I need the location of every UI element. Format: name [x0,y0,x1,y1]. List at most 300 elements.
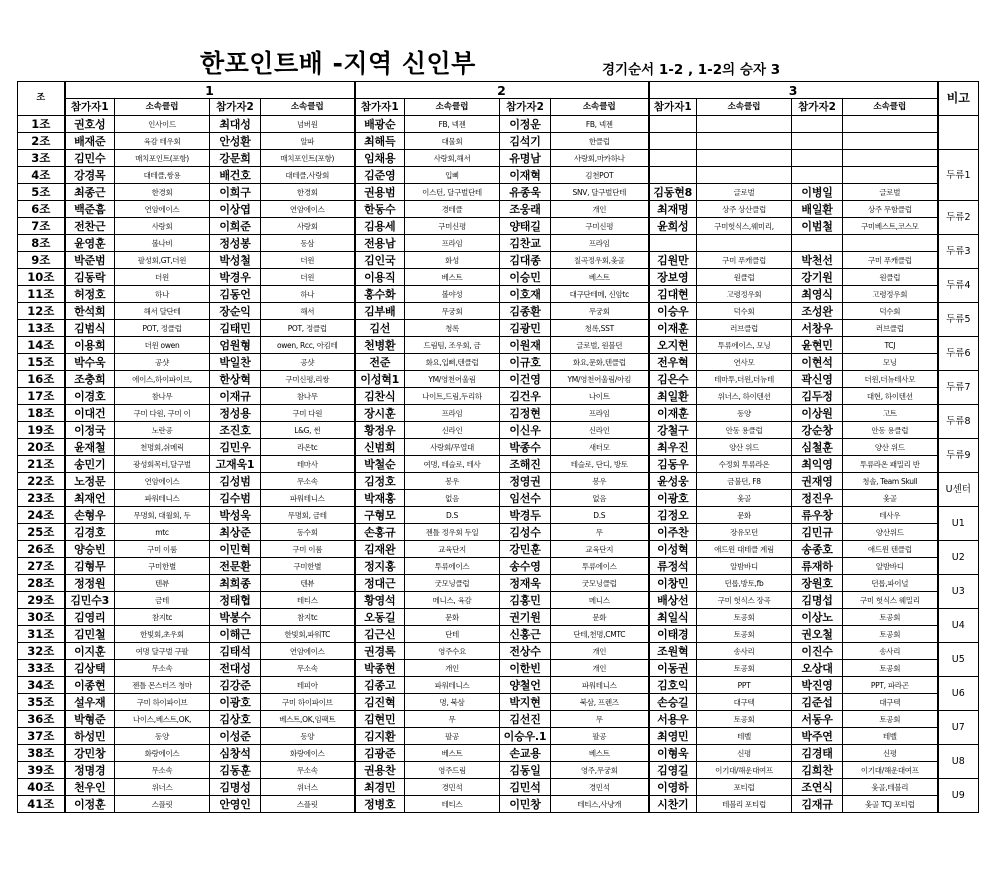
g2-player2-cell: 김건우 [500,388,551,405]
g2-club1-cell: 개인 [405,660,500,677]
g1-player2-cell: 이광호 [210,694,261,711]
g3-player2-cell: 강기원 [792,269,843,286]
g3-player2-cell: 서창우 [792,320,843,337]
g1-club1-cell: 매치포인트(포항) [115,150,210,167]
g1-player2-cell: 강문희 [210,150,261,167]
jo-cell: 9조 [18,252,65,269]
jo-cell: 34조 [18,677,65,694]
jo-cell: 36조 [18,711,65,728]
g3-club2-cell: 알밤바디 [843,558,938,575]
bracket-table [17,81,979,813]
g1-player1-cell: 백준흠 [65,201,115,218]
jo-cell: 2조 [18,133,65,150]
jo-cell: 26조 [18,541,65,558]
g3-player2-cell: 김경태 [792,745,843,762]
g1-player2-cell: 배건호 [210,167,261,184]
player1-header-g1: 참가자1 [65,99,115,116]
g3-player1-cell: 최우진 [649,439,697,456]
g2-club1-cell: 단테 [405,626,500,643]
g3-player2-cell: 김두정 [792,388,843,405]
g3-club1-cell: 금불던, F8 [697,473,792,490]
g3-player2-cell: 이상노 [792,609,843,626]
g1-player2-cell: 김동훈 [210,762,261,779]
g2-club2-cell: 개인 [551,201,649,218]
g3-player1-cell: 최영민 [649,728,697,745]
g3-player2-cell: 박진영 [792,677,843,694]
g2-club1-cell: 경테클 [405,201,500,218]
g1-club1-cell: 연암에이스 [115,473,210,490]
g1-player1-cell: 이경호 [65,388,115,405]
g3-club2-cell [843,167,938,184]
g1-player2-cell: 엄원형 [210,337,261,354]
g2-player1-cell: 김현민 [355,711,405,728]
table-row [18,303,979,320]
g2-club2-cell: 무 [551,711,649,728]
g1-club1-cell: 한경회 [115,184,210,201]
g2-club2-cell: D.S [551,507,649,524]
g1-club1-cell: 구미 하이파이브 [115,694,210,711]
g2-player2-cell: 유명남 [500,150,551,167]
g1-player1-cell: 허정호 [65,286,115,303]
g3-club2-cell: 던롭,파이널 [843,575,938,592]
player1-header-g3: 참가자1 [649,99,697,116]
table-row [18,371,979,388]
g3-club1-cell: 던롭,방토,fb [697,575,792,592]
g2-player2-cell: 이승우.1 [500,728,551,745]
g2-club2-cell: 글로벌, 원블던 [551,337,649,354]
g2-club1-cell: 신라인 [405,422,500,439]
g2-club2-cell: 사랑회,마카하나 [551,150,649,167]
g3-club1-cell: 원클럽 [697,269,792,286]
g2-player2-cell: 김성수 [500,524,551,541]
g3-club1-cell: 위너스, 하이텐션 [697,388,792,405]
g3-player1-cell: 최재명 [649,201,697,218]
g3-club2-cell: 토공회 [843,609,938,626]
g3-player1-cell [649,235,697,252]
g2-club1-cell: 화요,입삐,텐클럽 [405,354,500,371]
g3-club1-cell: 양산 위드 [697,439,792,456]
g3-player1-cell: 이태경 [649,626,697,643]
group-header-1: 1 [65,82,355,99]
g2-player2-cell: 김홍민 [500,592,551,609]
g1-player2-cell: 이상엽 [210,201,261,218]
g2-player2-cell: 양철언 [500,677,551,694]
g1-club2-cell: 참지tc [261,609,355,626]
g2-club2-cell: 테슬로, 단디, 방토 [551,456,649,473]
g2-player2-cell: 이원재 [500,337,551,354]
g2-player1-cell: 권용찬 [355,762,405,779]
g1-club1-cell: 팔성회,GT,더윈 [115,252,210,269]
g2-player2-cell: 정영권 [500,473,551,490]
g1-club2-cell: 한경회 [261,184,355,201]
table-row [18,201,979,218]
g2-club1-cell: D.S [405,507,500,524]
g2-club1-cell: 굿모닝클럽 [405,575,500,592]
g3-club1-cell: 테블리 포티럽 [697,796,792,813]
g3-player2-cell [792,116,843,133]
g3-club2-cell: 상주 무함클럽 [843,201,938,218]
g3-player2-cell: 강순창 [792,422,843,439]
g1-player1-cell: 이종현 [65,677,115,694]
g2-club2-cell: YM/영천어울림/아킴 [551,371,649,388]
g3-club1-cell: 장유모던 [697,524,792,541]
g1-club1-cell: 나이스,베스트,OK, [115,711,210,728]
g3-club2-cell [843,235,938,252]
g1-player2-cell: 최상준 [210,524,261,541]
g1-club1-cell: 노란공 [115,422,210,439]
g3-player2-cell: 오상대 [792,660,843,677]
g3-club2-cell: 글로벌 [843,184,938,201]
player2-header-g3: 참가자2 [792,99,843,116]
jo-cell: 7조 [18,218,65,235]
g3-club1-cell: 덕수회 [697,303,792,320]
g3-player1-cell [649,150,697,167]
g2-player1-cell: 신범희 [355,439,405,456]
g3-player1-cell: 김영길 [649,762,697,779]
g3-club1-cell: 옻골 [697,490,792,507]
jo-cell: 22조 [18,473,65,490]
table-row [18,711,979,728]
g1-player1-cell: 이지훈 [65,643,115,660]
g1-club1-cell: 여명 달구벌 구팔 [115,643,210,660]
g1-club2-cell: 한빛회,파워TC [261,626,355,643]
g1-club2-cell: 매치포인트(포항) [261,150,355,167]
g3-club2-cell: 신평 [843,745,938,762]
g1-club1-cell: 파워테니스 [115,490,210,507]
table-row [18,558,979,575]
g2-club1-cell: 없음 [405,490,500,507]
g1-player1-cell: 김동락 [65,269,115,286]
g1-club1-cell: 천명회,쉬메릭 [115,439,210,456]
g1-club1-cell: 광성회목터,달구벌 [115,456,210,473]
g2-club1-cell: 봉우 [405,473,500,490]
g2-player2-cell: 조해진 [500,456,551,473]
g2-player2-cell: 이규호 [500,354,551,371]
g1-player1-cell: 배재준 [65,133,115,150]
g2-club2-cell: 없음 [551,490,649,507]
g3-club2-cell: 옻골 TCJ 포티럽 [843,796,938,813]
g2-player2-cell: 김동일 [500,762,551,779]
g3-club1-cell: 대구텍 [697,694,792,711]
bigo-cell: 두류9 [938,439,979,473]
bigo-cell: 두류6 [938,337,979,371]
g2-club1-cell: 화성 [405,252,500,269]
g3-club1-cell: 토공회 [697,711,792,728]
g2-player1-cell: 이용직 [355,269,405,286]
g1-player2-cell: 정성용 [210,405,261,422]
g3-player1-cell: 김정오 [649,507,697,524]
g3-club1-cell: 테마투,더윈,더뉴테 [697,371,792,388]
g1-player2-cell: 심창석 [210,745,261,762]
g3-club1-cell: 구미 헛식스 장곡 [697,592,792,609]
bigo-cell: 두류3 [938,235,979,269]
g2-player2-cell: 김찬교 [500,235,551,252]
g2-club2-cell: 구미신평 [551,218,649,235]
g3-player1-cell: 이재훈 [649,405,697,422]
g3-club2-cell: 애드윈 텐클럽 [843,541,938,558]
g3-club2-cell: PPT, 파라곤 [843,677,938,694]
g1-player2-cell: 안영인 [210,796,261,813]
g1-player1-cell: 윤영훈 [65,235,115,252]
g2-player1-cell: 김준영 [355,167,405,184]
g2-club1-cell: 프라임 [405,405,500,422]
g1-player1-cell: 김상택 [65,660,115,677]
g1-player1-cell: 김영리 [65,609,115,626]
g2-club1-cell: 투류에이스 [405,558,500,575]
jo-cell: 13조 [18,320,65,337]
bigo-cell: 두류7 [938,371,979,405]
bigo-cell: 두류5 [938,303,979,337]
jo-cell: 16조 [18,371,65,388]
g2-club1-cell: 문화 [405,609,500,626]
g1-club1-cell: 무소속 [115,660,210,677]
bigo-cell: U2 [938,541,979,575]
column-header-row [18,99,979,116]
g3-player2-cell: 박주연 [792,728,843,745]
g2-player2-cell: 정재욱 [500,575,551,592]
jo-cell: 39조 [18,762,65,779]
g3-club1-cell: 글로벌 [697,184,792,201]
g2-club2-cell: 화요,문화,텐클럽 [551,354,649,371]
g1-player2-cell: 박성철 [210,252,261,269]
g3-club1-cell: 애드윈 대테클 계림 [697,541,792,558]
g2-player2-cell: 손교용 [500,745,551,762]
g1-player1-cell: 조충희 [65,371,115,388]
g2-club2-cell: SNV, 달구벌단테 [551,184,649,201]
g2-club2-cell: 투류에이스 [551,558,649,575]
g1-player2-cell: 정성봉 [210,235,261,252]
g2-player1-cell: 김인국 [355,252,405,269]
g3-club2-cell: 구미 푸캐클럽 [843,252,938,269]
jo-cell: 38조 [18,745,65,762]
g3-club2-cell [843,150,938,167]
g2-club1-cell: 경민석 [405,779,500,796]
jo-cell: 33조 [18,660,65,677]
g1-player2-cell: 최대성 [210,116,261,133]
g3-player1-cell: 최일식 [649,609,697,626]
g2-player2-cell: 김민석 [500,779,551,796]
g3-player2-cell: 김준섭 [792,694,843,711]
g1-club1-cell: 공샷 [115,354,210,371]
g1-player1-cell: 김민철 [65,626,115,643]
g2-player1-cell: 한동수 [355,201,405,218]
g1-club2-cell: 동양 [261,728,355,745]
g1-club1-cell: 대테클,쌍용 [115,167,210,184]
g3-player1-cell: 이승우 [649,303,697,320]
g2-player2-cell: 이재혁 [500,167,551,184]
g2-club2-cell: 무 [551,524,649,541]
g2-player1-cell: 박종현 [355,660,405,677]
g3-club1-cell [697,150,792,167]
g3-player2-cell: 조성완 [792,303,843,320]
g1-player1-cell: 강경목 [65,167,115,184]
g3-club1-cell: 토공회 [697,660,792,677]
jo-cell: 31조 [18,626,65,643]
g2-player1-cell: 김재완 [355,541,405,558]
g1-club1-cell: 무소속 [115,762,210,779]
g1-player2-cell: 최희종 [210,575,261,592]
g1-club1-cell: 더윈 [115,269,210,286]
jo-cell: 20조 [18,439,65,456]
table-row [18,745,979,762]
g1-club1-cell: 에이스,하이파이브, [115,371,210,388]
jo-cell: 24조 [18,507,65,524]
g1-player2-cell: 박일찬 [210,354,261,371]
g3-player1-cell: 윤희성 [649,218,697,235]
g3-player2-cell: 심철훈 [792,439,843,456]
g1-player1-cell: 이대건 [65,405,115,422]
g1-player2-cell: 김태민 [210,320,261,337]
g2-club1-cell: 교육단지 [405,541,500,558]
bigo-cell: 두류4 [938,269,979,303]
g3-player1-cell: 류정석 [649,558,697,575]
table-row [18,762,979,779]
g2-player1-cell: 이성혁1 [355,371,405,388]
g3-club2-cell: 고트 [843,405,938,422]
g2-player2-cell: 양태길 [500,218,551,235]
g2-club1-cell: 나이트,드림,두리하 [405,388,500,405]
g2-player1-cell: 박철순 [355,456,405,473]
g2-club2-cell: 경민석 [551,779,649,796]
table-row [18,116,979,133]
g3-player2-cell: 박천선 [792,252,843,269]
g3-player2-cell: 김재규 [792,796,843,813]
g1-club2-cell: 더윈 [261,269,355,286]
g2-club1-cell: 프라임 [405,235,500,252]
jo-cell: 17조 [18,388,65,405]
jo-cell: 19조 [18,422,65,439]
table-row [18,286,979,303]
g3-player2-cell: 이현석 [792,354,843,371]
club-header-g1: 소속클럽 [115,99,210,116]
g3-player2-cell [792,150,843,167]
g3-club1-cell: 동양 [697,405,792,422]
table-row [18,456,979,473]
g1-player1-cell: 손형우 [65,507,115,524]
g1-player1-cell: 전찬근 [65,218,115,235]
g3-club2-cell: 러브클럽 [843,320,938,337]
g1-player1-cell: 박수욱 [65,354,115,371]
g2-player2-cell: 임선수 [500,490,551,507]
g2-player2-cell: 김석기 [500,133,551,150]
g3-player2-cell: 윤현민 [792,337,843,354]
g1-club2-cell: 베스트,OK,임팩트 [261,711,355,728]
g2-player1-cell: 황정우 [355,422,405,439]
g3-player2-cell: 조연식 [792,779,843,796]
table-row [18,320,979,337]
g1-player1-cell: 김민수3 [65,592,115,609]
group-header-2: 2 [355,82,649,99]
g2-player1-cell: 김근신 [355,626,405,643]
g3-club2-cell [843,116,938,133]
table-row [18,337,979,354]
g3-club1-cell: 포티럽 [697,779,792,796]
g2-player1-cell: 권경록 [355,643,405,660]
g2-player1-cell: 박재홍 [355,490,405,507]
g1-club2-cell: 연암에이스 [261,643,355,660]
g1-club2-cell: 스플릿 [261,796,355,813]
g2-club2-cell: 김천POT [551,167,649,184]
g3-player1-cell: 이형욱 [649,745,697,762]
g3-club2-cell: 이기대/해운대여프 [843,762,938,779]
g3-club1-cell: 구미 푸캐클럽 [697,252,792,269]
g3-player1-cell: 이주찬 [649,524,697,541]
g2-club2-cell: 무궁회 [551,303,649,320]
g1-club1-cell: 동양 [115,728,210,745]
g3-club1-cell: 신평 [697,745,792,762]
g1-player2-cell: 전대성 [210,660,261,677]
g3-player1-cell: 김호익 [649,677,697,694]
g3-club1-cell [697,116,792,133]
g3-club1-cell: 토공회 [697,626,792,643]
jo-cell: 37조 [18,728,65,745]
g1-club1-cell: 스플릿 [115,796,210,813]
g2-club1-cell: FB, 넥젠 [405,116,500,133]
g1-player2-cell: 안성환 [210,133,261,150]
table-row [18,779,979,796]
table-row [18,796,979,813]
g2-player2-cell: 유종욱 [500,184,551,201]
g2-club1-cell: 베스트 [405,745,500,762]
g2-player1-cell: 최해득 [355,133,405,150]
g3-club2-cell: 옻골 [843,490,938,507]
g1-club1-cell: 위너스 [115,779,210,796]
g1-player2-cell: 김성범 [210,473,261,490]
g3-player2-cell: 송종호 [792,541,843,558]
bracket-body [18,116,979,813]
g1-club2-cell: 하나 [261,286,355,303]
g2-player1-cell: 정병호 [355,796,405,813]
g2-player2-cell: 이건영 [500,371,551,388]
g2-club2-cell: 나이트 [551,388,649,405]
g1-player1-cell: 최재언 [65,490,115,507]
g2-club2-cell: 새터모 [551,439,649,456]
table-row [18,269,979,286]
g1-club1-cell: 젠틀 몬스터즈 청마 [115,677,210,694]
g1-player1-cell: 이정국 [65,422,115,439]
g1-club1-cell: POT, 정클럽 [115,320,210,337]
g3-player1-cell: 조원혁 [649,643,697,660]
g3-player1-cell [649,133,697,150]
g2-club1-cell: 여명, 테슬로, 테사 [405,456,500,473]
g1-club2-cell: 알파 [261,133,355,150]
g3-player2-cell: 이병일 [792,184,843,201]
g2-club1-cell: 무 [405,711,500,728]
bigo-header: 비고 [938,82,979,116]
g3-player2-cell: 서동우 [792,711,843,728]
player2-header-g1: 참가자2 [210,99,261,116]
bigo-cell: 두류2 [938,201,979,235]
g3-player2-cell [792,133,843,150]
table-row [18,235,979,252]
g3-club1-cell: 테벨 [697,728,792,745]
g2-player1-cell: 구형모 [355,507,405,524]
g3-player1-cell: 이영하 [649,779,697,796]
g2-club2-cell: 문화 [551,609,649,626]
club-header-g2: 소속클럽 [405,99,500,116]
g2-club2-cell: 베스트 [551,269,649,286]
g3-club2-cell: 구미 헛식스 웨밀리 [843,592,938,609]
player2-header-g2: 참가자2 [500,99,551,116]
g3-player1-cell: 배상선 [649,592,697,609]
g1-player2-cell: 이해근 [210,626,261,643]
g3-club1-cell: 이기대/해운대여프 [697,762,792,779]
g1-club2-cell: 공샷 [261,354,355,371]
jo-cell: 25조 [18,524,65,541]
g2-player1-cell: 정지홍 [355,558,405,575]
g1-club1-cell: 참나무 [115,388,210,405]
g3-club2-cell: 토공회 [843,711,938,728]
